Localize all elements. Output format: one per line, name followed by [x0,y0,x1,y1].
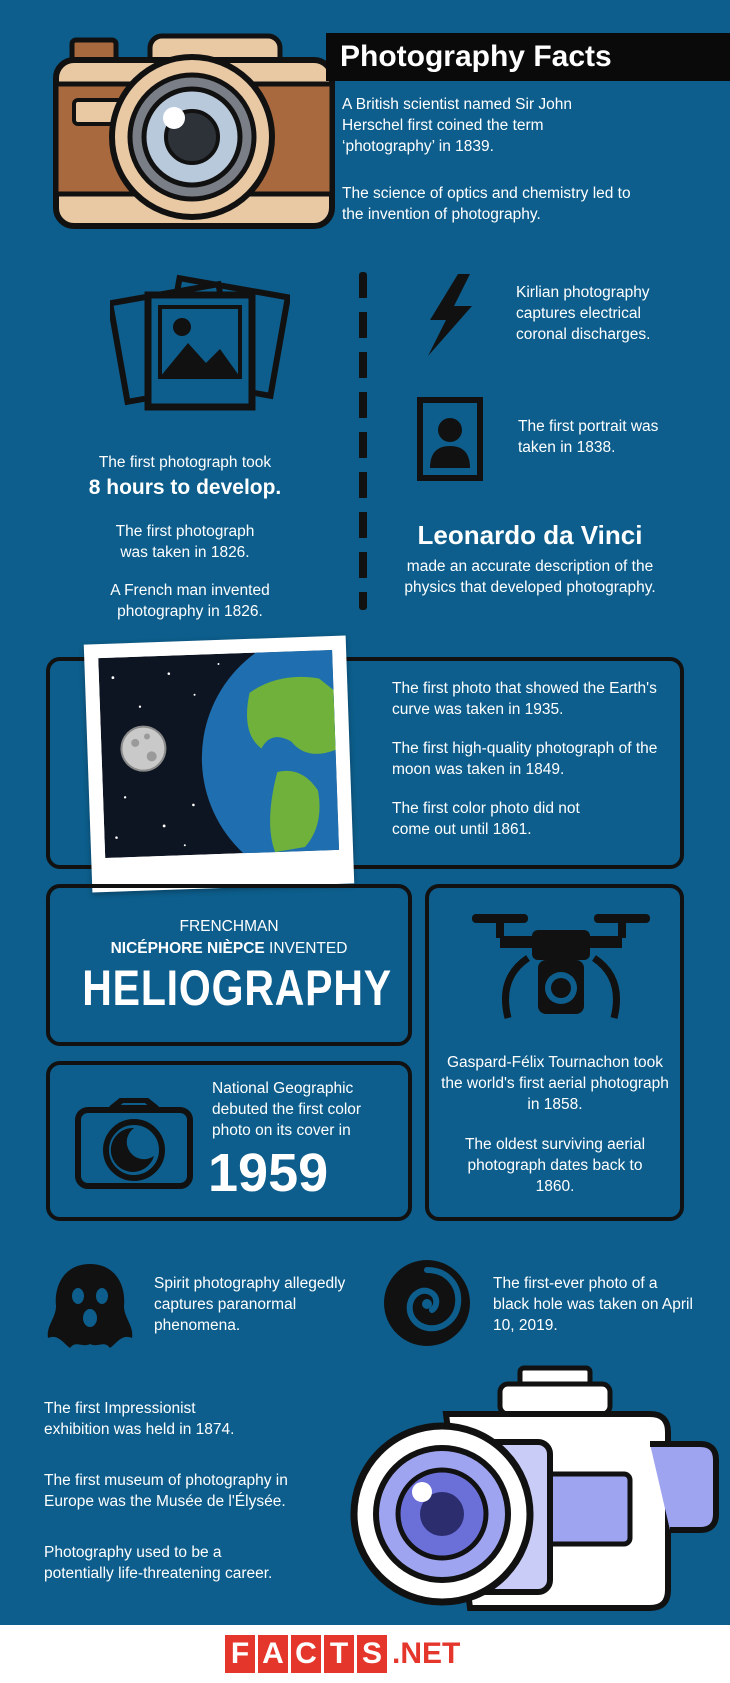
french-inventor-fact: A French man invented photography in 1826. [110,582,270,620]
ghost-icon [44,1260,136,1352]
davinci-name: Leonardo da Vinci [417,520,643,550]
heliography-line2 [50,938,408,959]
museum-fact: The first museum of photography in Europe was the Musée de l'Élysée. [44,1472,288,1510]
lens-camera-icon [350,1364,720,1620]
moon-photo-fact: The first high-quality photograph of the moon was taken in 1849. [392,740,658,778]
natgeo-fact: National Geographic debuted the first color photo on its cover in [212,1080,362,1139]
niepce-name: NICÉPHORE NIÈPCE [110,940,265,957]
drone-icon [468,908,654,1026]
spirit-photography-fact: Spirit photography allegedly captures paranormal phenomena. [154,1275,346,1334]
logo-letter: T [324,1635,354,1673]
earth-moon-icon [98,650,339,858]
lightning-icon [420,272,480,358]
black-hole-fact: The first-ever photo of a black hole was taken on April 10, 2019. [493,1275,693,1334]
portrait-icon [416,396,484,482]
optics-fact: The science of optics and chemistry led to the invention of photography. [342,185,631,223]
invented-text: INVENTED [264,940,348,957]
davinci-fact: made an accurate description of the physics that developed photography. [404,558,656,596]
tournachon-fact: Gaspard-Félix Tournachon took the world's first aerial photograph in 1858. [441,1054,669,1113]
page-title: Photography Facts [326,33,730,81]
natgeo-year: 1959 [208,1143,329,1203]
first-photo-lead: The first photograph took [98,454,272,471]
color-photo-fact: The first color photo did not come out until 1861. [392,800,580,838]
logo-letter: F [225,1635,255,1673]
header-camera-icon [52,32,337,232]
logo-letter: S [357,1635,387,1673]
earth-curve-fact: The first photo that showed the Earth's curve was taken in 1935. [392,680,657,718]
facts-net-logo [225,1635,515,1675]
column-divider [359,272,367,610]
oldest-aerial-fact: The oldest surviving aerial photograph dates back to 1860. [464,1136,646,1195]
footer-bar [0,1625,730,1683]
photos-icon [110,265,290,415]
first-photo-year: The first photograph was taken in 1826. [115,523,255,561]
eight-hours-highlight: 8 hours to develop. [88,476,282,499]
kirlian-fact: Kirlian photography captures electrical coronal discharges. [516,284,651,343]
heliography-line1: FRENCHMAN [179,918,279,935]
impressionist-fact: The first Impressionist exhibition was held in 1874. [44,1400,235,1438]
camera-outline-icon [74,1098,194,1190]
logo-letter: C [291,1635,321,1673]
heliography-word: HELIOGRAPHY [82,960,392,1016]
logo-net: .NET [392,1637,461,1670]
earth-polaroid [84,636,354,893]
herschel-fact: A British scientist named Sir John Herschel first coined the term ‘photography’ in 1839. [342,96,573,155]
career-fact: Photography used to be a potentially life-threatening career. [44,1544,273,1582]
first-portrait-fact: The first portrait was taken in 1838. [518,418,659,456]
black-hole-icon [382,1258,472,1348]
logo-letter: A [258,1635,288,1673]
